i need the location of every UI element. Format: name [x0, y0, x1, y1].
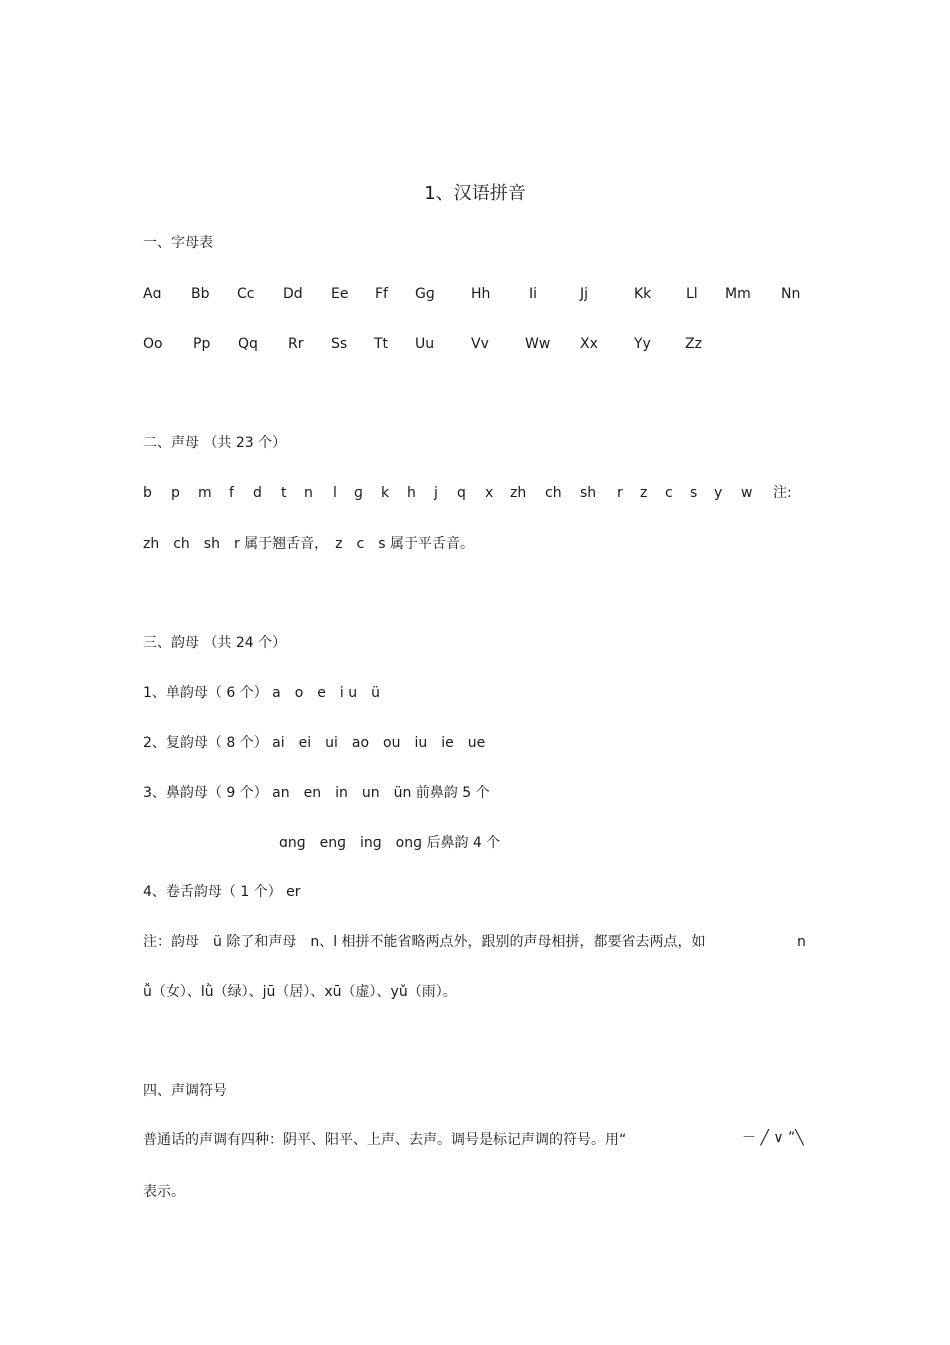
- initial-cell: b: [143, 485, 152, 501]
- initial-cell: w: [741, 485, 753, 501]
- letter-cell: Ii: [529, 286, 538, 302]
- alphabet-row-2: [0, 334, 950, 354]
- letter-cell: Mm: [725, 286, 751, 302]
- finals-compound-line: 2、复韵母（ 8 个） ai ei ui ao ou iu ie ue: [143, 735, 486, 751]
- letter-cell: Ss: [331, 336, 348, 352]
- letter-cell: Jj: [580, 286, 589, 302]
- initial-cell: z: [640, 485, 648, 501]
- letter-cell: Yy: [634, 336, 651, 352]
- initial-cell: q: [457, 485, 466, 501]
- initial-cell: f: [229, 485, 234, 501]
- initial-cell: j: [434, 485, 438, 501]
- finals-note-line-1: 注：韵母 ü 除了和声母 n、l 相拼不能省略两点外，跟别的声母相拼，都要省去两点，如: [143, 934, 706, 950]
- document-title: 1、汉语拼音: [424, 183, 526, 204]
- initial-cell: p: [171, 485, 180, 501]
- letter-cell: Kk: [634, 286, 652, 302]
- letter-cell: Cc: [237, 286, 255, 302]
- initial-cell: ch: [545, 485, 562, 501]
- initial-cell: zh: [510, 485, 527, 501]
- letter-cell: Aɑ: [143, 286, 162, 302]
- tones-line-2: 表示。: [143, 1184, 185, 1200]
- section-heading-alphabet: 一、字母表: [143, 235, 213, 251]
- initial-cell: d: [253, 485, 262, 501]
- letter-cell: Zz: [685, 336, 702, 352]
- letter-cell: Rr: [288, 336, 304, 352]
- initial-cell: s: [690, 485, 698, 501]
- letter-cell: Xx: [580, 336, 598, 352]
- letter-cell: Tt: [374, 336, 389, 352]
- finals-retroflex-line: 4、卷舌韵母（ 1 个） er: [143, 884, 301, 900]
- letter-cell: Hh: [471, 286, 491, 302]
- initial-cell: t: [281, 485, 287, 501]
- initial-cell: l: [333, 485, 337, 501]
- initial-cell: n: [304, 485, 313, 501]
- initial-cell: k: [381, 485, 390, 501]
- letter-cell: Bb: [191, 286, 210, 302]
- initial-cell: sh: [580, 485, 597, 501]
- letter-cell: Ee: [331, 286, 349, 302]
- initial-cell: r: [617, 485, 623, 501]
- letter-cell: Dd: [283, 286, 303, 302]
- section-heading-finals: 三、韵母 （共 24 个）: [143, 635, 287, 651]
- initial-cell: h: [407, 485, 416, 501]
- letter-cell: Oo: [143, 336, 163, 352]
- finals-simple-line: 1、单韵母（ 6 个） a o e i u ü: [143, 685, 381, 701]
- initial-cell: y: [714, 485, 723, 501]
- letter-cell: Gɡ: [415, 286, 435, 302]
- initial-cell: 注:: [773, 485, 792, 501]
- tones-line-1: 普通话的声调有四种：阴平、阳平、上声、去声。调号是标记声调的符号。用“: [143, 1132, 627, 1148]
- letter-cell: Pp: [193, 336, 211, 352]
- letter-cell: Ff: [375, 286, 388, 302]
- finals-note-line-2: ǚ（女）、lǜ（绿）、jū（居）、xū（虚）、yǔ（雨）。: [143, 984, 457, 1000]
- section-heading-initials: 二、声母 （共 23 个）: [143, 435, 287, 451]
- initials-row: [0, 483, 950, 503]
- finals-note-line-1-tail: n: [797, 934, 806, 950]
- letter-cell: Nn: [781, 286, 801, 302]
- letter-cell: Uu: [415, 336, 435, 352]
- initial-cell: ɡ: [354, 485, 363, 501]
- initial-cell: x: [485, 485, 494, 501]
- initial-cell: m: [198, 485, 212, 501]
- initials-note: zh ch sh r 属于翘舌音， z c s 属于平舌音。: [143, 536, 474, 552]
- letter-cell: Ll: [686, 286, 698, 302]
- tone-marks: － ╱ ∨ ”╲: [742, 1130, 804, 1146]
- section-heading-tones: 四、声调符号: [143, 1083, 227, 1099]
- finals-nasal-front-line: 3、鼻韵母（ 9 个） an en in un ün 前鼻韵 5 个: [143, 785, 490, 801]
- letter-cell: Qq: [238, 336, 258, 352]
- letter-cell: Vv: [471, 336, 489, 352]
- alphabet-row-1: [0, 284, 950, 304]
- letter-cell: Ww: [525, 336, 551, 352]
- initial-cell: c: [665, 485, 673, 501]
- finals-nasal-back-line: ɑnɡ enɡ inɡ onɡ 后鼻韵 4 个: [279, 835, 501, 851]
